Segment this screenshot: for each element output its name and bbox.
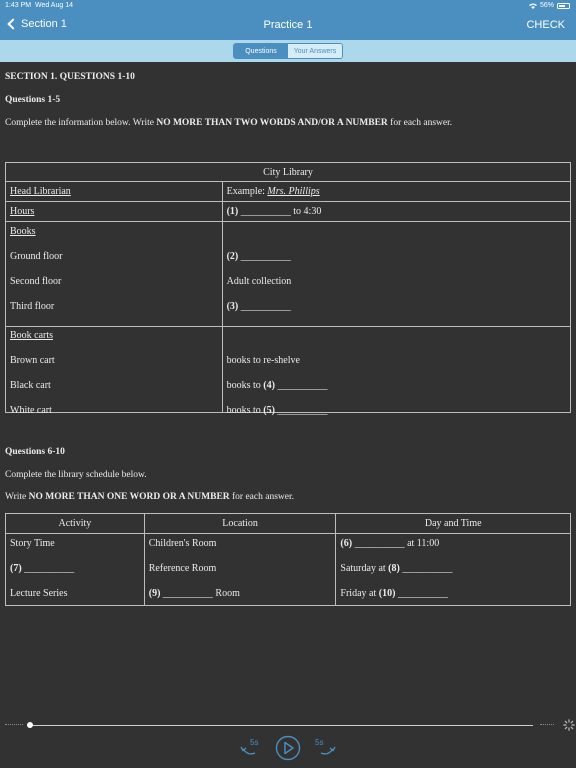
question-number: (6) xyxy=(340,538,353,549)
table-cell xyxy=(336,534,571,606)
question-number: (5) xyxy=(263,405,275,416)
instruction-bold: NO MORE THAN TWO WORDS AND/OR A NUMBER xyxy=(156,118,388,128)
rewind-5s-button[interactable] xyxy=(240,736,264,763)
segmented-control xyxy=(233,43,343,59)
books-label: Books xyxy=(10,226,36,237)
audio-player xyxy=(0,712,576,768)
ground-floor-label: Ground floor xyxy=(10,251,63,262)
back-label: Section 1 xyxy=(21,18,67,30)
play-icon xyxy=(275,735,301,761)
instruction-text: Complete the information below. Write xyxy=(5,118,157,128)
instruction-text: for each answer. xyxy=(387,118,453,128)
question-number: (7) xyxy=(10,563,22,574)
question-number: (9) xyxy=(148,588,161,599)
head-librarian-label: Head Librarian xyxy=(10,186,71,197)
table-cell xyxy=(6,327,223,416)
answer-cell-5[interactable] xyxy=(226,402,566,416)
part1-instruction xyxy=(5,118,452,128)
segment-bar xyxy=(0,40,576,62)
table-cell xyxy=(6,182,223,202)
nav-bar xyxy=(0,12,576,40)
answer-blank[interactable]: __________ xyxy=(238,251,291,262)
rewind-label: 5s xyxy=(250,738,259,747)
part1-heading: Questions 1-5 xyxy=(5,95,61,105)
status-right xyxy=(529,2,570,9)
part2-instruction-2 xyxy=(5,492,294,502)
library-info-table xyxy=(5,162,571,416)
column-header: Day and Time xyxy=(336,514,571,534)
table-cell xyxy=(6,534,145,606)
library-schedule-table xyxy=(5,513,571,606)
tab-your-answers[interactable]: Your Answers xyxy=(288,44,342,58)
battery-percent: 56% xyxy=(539,2,554,9)
answer-blank[interactable]: __________ xyxy=(274,380,328,391)
cell-text: books to xyxy=(226,405,264,416)
forward-label: 5s xyxy=(315,738,324,747)
childrens-room-label: Children's Room xyxy=(148,538,217,549)
table-cell xyxy=(222,222,570,327)
answer-blank[interactable]: __________ xyxy=(21,563,75,574)
table-title: City Library xyxy=(6,163,571,182)
answer-blank[interactable]: __________ xyxy=(395,588,448,599)
cell-text: Friday at xyxy=(340,588,379,599)
progress-knob[interactable] xyxy=(27,722,33,728)
column-header: Location xyxy=(144,514,336,534)
question-number: (1) xyxy=(226,206,239,217)
instruction-bold: NO MORE THAN ONE WORD OR A NUMBER xyxy=(28,492,230,502)
answer-blank[interactable]: __________ xyxy=(399,563,453,574)
instruction-text: Write xyxy=(5,492,29,502)
instruction-text: for each answer. xyxy=(229,492,294,502)
loading-spinner-icon xyxy=(563,719,575,731)
table-cell xyxy=(6,222,223,327)
answer-blank[interactable]: __________ xyxy=(238,301,291,312)
cell-text: books to xyxy=(226,380,264,391)
question-number: (2) xyxy=(226,251,239,262)
answer-cell-3[interactable] xyxy=(227,297,566,322)
answer-cell-10[interactable] xyxy=(340,584,566,604)
lecture-series-label: Lecture Series xyxy=(10,588,68,599)
example-label: Example: xyxy=(226,186,268,197)
answer-blank[interactable]: __________ xyxy=(352,538,408,549)
white-cart-label: White cart xyxy=(10,405,52,416)
battery-icon xyxy=(557,3,570,9)
status-time: 1:43 PM xyxy=(5,2,32,9)
question-number: (3) xyxy=(226,301,239,312)
page-title: Practice 1 xyxy=(263,19,313,31)
cell-text: at 11:00 xyxy=(407,538,440,549)
hours-label: Hours xyxy=(10,206,35,217)
table-cell xyxy=(6,202,223,222)
table-cell xyxy=(222,327,570,416)
column-header: Activity xyxy=(6,514,145,534)
book-carts-label: Book carts xyxy=(10,330,54,341)
adult-collection-text: Adult collection xyxy=(226,276,292,287)
part2-heading: Questions 6-10 xyxy=(5,447,65,457)
black-cart-label: Black cart xyxy=(10,380,51,391)
cell-text: to 4:30 xyxy=(293,206,322,217)
check-button[interactable]: CHECK xyxy=(526,19,565,31)
answer-cell-1[interactable] xyxy=(222,202,570,222)
forward-5s-button[interactable] xyxy=(312,736,336,763)
answer-cell-2[interactable] xyxy=(227,247,566,272)
question-number: (8) xyxy=(388,563,400,574)
rewind-icon xyxy=(240,736,264,758)
question-number: (10) xyxy=(378,588,396,599)
progress-track[interactable] xyxy=(30,725,533,726)
answer-cell-7[interactable] xyxy=(10,559,140,584)
play-button[interactable] xyxy=(275,735,301,766)
story-time-label: Story Time xyxy=(10,538,55,549)
tab-questions[interactable]: Questions xyxy=(234,44,288,58)
status-bar xyxy=(0,0,576,12)
answer-blank[interactable]: __________ xyxy=(274,405,328,416)
answer-cell-9[interactable] xyxy=(149,584,332,604)
reference-room-label: Reference Room xyxy=(148,563,217,574)
track-dots xyxy=(5,724,23,725)
question-number: (4) xyxy=(263,380,275,391)
cell-text: Room xyxy=(215,588,240,599)
status-date: Wed Aug 14 xyxy=(34,2,73,9)
table-cell xyxy=(144,534,336,606)
brown-cart-label: Brown cart xyxy=(10,355,55,366)
part2-instruction: Complete the library schedule below. xyxy=(5,470,147,480)
table-cell xyxy=(222,182,570,202)
answer-cell-6[interactable] xyxy=(340,534,566,559)
cell-text: Saturday at xyxy=(340,563,389,574)
third-floor-label: Third floor xyxy=(10,301,55,312)
answer-cell-8[interactable] xyxy=(340,559,566,584)
wifi-icon xyxy=(529,3,537,9)
track-dots xyxy=(540,724,554,725)
answer-blank[interactable]: __________ xyxy=(238,206,294,217)
answer-cell-4[interactable] xyxy=(227,377,566,402)
example-value: Mrs. Phillips xyxy=(267,186,320,197)
status-time-date xyxy=(5,2,73,9)
forward-icon xyxy=(312,736,336,758)
reshelve-text: books to re-shelve xyxy=(226,355,300,366)
second-floor-label: Second floor xyxy=(10,276,62,287)
section-heading: SECTION 1. QUESTIONS 1-10 xyxy=(5,72,135,82)
answer-blank[interactable]: __________ xyxy=(160,588,216,599)
